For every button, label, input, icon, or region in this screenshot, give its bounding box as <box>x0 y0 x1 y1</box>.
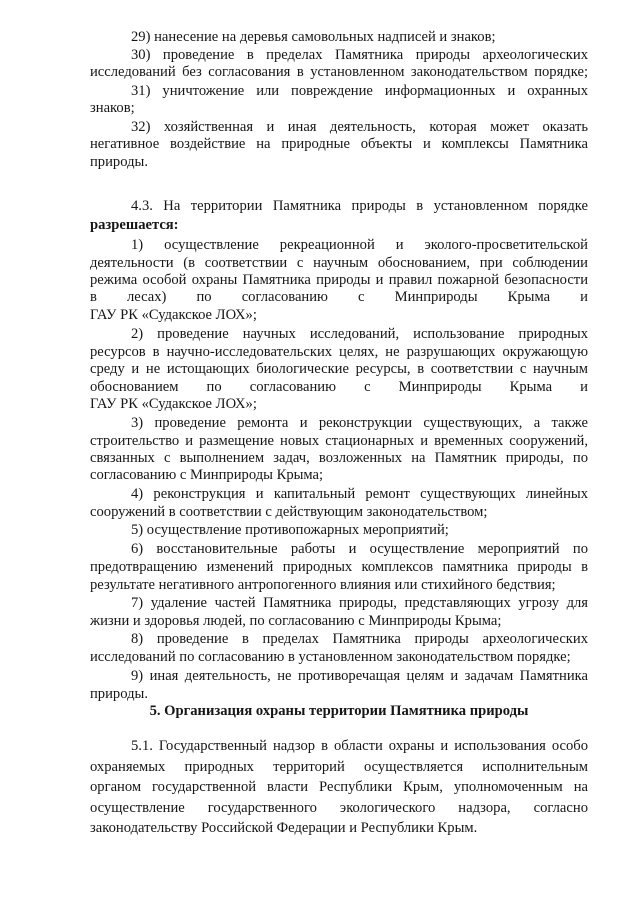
text-line: ресурсов в научно-исследовательских целях, не разрушающих окружающую <box>90 344 588 360</box>
text-line: природы. <box>90 686 148 702</box>
text-line: жизни и здоровья людей, по согласованию с Минприроды Крыма; <box>90 613 502 629</box>
text-line: органом государственной власти Республики Крым, уполномоченным на <box>90 779 588 795</box>
text-line: ГАУ РК «Судакское ЛОХ»; <box>90 307 257 323</box>
text-line: обоснованием по согласованию с Минприроды Крыма и <box>90 379 588 395</box>
text-line: режима особой охраны Памятника природы и правил пожарной безопасности <box>90 272 588 288</box>
list-item-3: 3) проведение ремонта и реконструкции существующих, а также <box>131 415 588 431</box>
text-line: охраняемых природных территорий осуществляется исполнительным <box>90 759 588 775</box>
list-item-31: 31) уничтожение или повреждение информационных и охранных <box>131 83 588 99</box>
text-line: исследований без согласования в установленном законодательством порядке; <box>90 64 588 80</box>
text-line: осуществление государственного экологического надзора, согласно <box>90 800 588 816</box>
text-line: исследований по согласованию в установленном законодательством порядке; <box>90 649 571 665</box>
list-item-32: 32) хозяйственная и иная деятельность, которая может оказать <box>131 119 588 135</box>
text-line: негативное воздействие на природные объекты и комплексы Памятника <box>90 136 588 152</box>
list-item-5: 5) осуществление противопожарных мероприятий; <box>131 522 449 538</box>
text-line: среду и не истощающих биологические ресурсы, в соответствии с научным <box>90 361 588 377</box>
text-line: сооружений в соответствии с действующим законодательством; <box>90 504 488 520</box>
list-item-6: 6) восстановительные работы и осуществление мероприятий по <box>131 541 588 557</box>
text-line: знаков; <box>90 100 135 116</box>
text-line: законодательству Российской Федерации и Республики Крым. <box>90 820 478 836</box>
clause-4-3: 4.3. На территории Памятника природы в установленном порядке <box>131 198 588 214</box>
section-5-heading: 5. Организация охраны территории Памятника природы <box>149 703 529 719</box>
text-line: природы. <box>90 154 148 170</box>
list-item-2: 2) проведение научных исследований, использование природных <box>131 326 588 342</box>
list-item-7: 7) удаление частей Памятника природы, представляющих угрозу для <box>131 595 588 611</box>
list-item-8: 8) проведение в пределах Памятника природы археологических <box>131 631 588 647</box>
text-line: предотвращению изменений природных комплексов памятника природы в <box>90 559 588 575</box>
list-item-4: 4) реконструкция и капитальный ремонт существующих линейных <box>131 486 588 502</box>
text-line: связанных с выполнением задач, возложенных на Памятник природы, по <box>90 450 588 466</box>
text-line: согласованию с Минприроды Крыма; <box>90 467 324 483</box>
text-line: строительство и размещение новых стационарных и временных сооружений, <box>90 433 588 449</box>
list-item-30: 30) проведение в пределах Памятника природы археологических <box>131 47 588 63</box>
text-line: деятельности (в соответствии с научным обоснованием, при соблюдении <box>90 255 588 271</box>
list-item-9: 9) иная деятельность, не противоречащая целям и задачам Памятника <box>131 668 588 684</box>
text-line: результате негативного антропогенного влияния или стихийного бедствия; <box>90 577 556 593</box>
list-item-29: 29) нанесение на деревья самовольных надписей и знаков; <box>131 29 496 45</box>
clause-5-1: 5.1. Государственный надзор в области охраны и использования особо <box>131 738 588 754</box>
list-item-1: 1) осуществление рекреационной и эколого-просветительской <box>131 237 588 253</box>
text-line: ГАУ РК «Судакское ЛОХ»; <box>90 396 257 412</box>
text-line: в лесах) по согласованию с Минприроды Крыма и <box>90 289 588 305</box>
clause-4-3-keyword: разрешается: <box>90 217 179 233</box>
